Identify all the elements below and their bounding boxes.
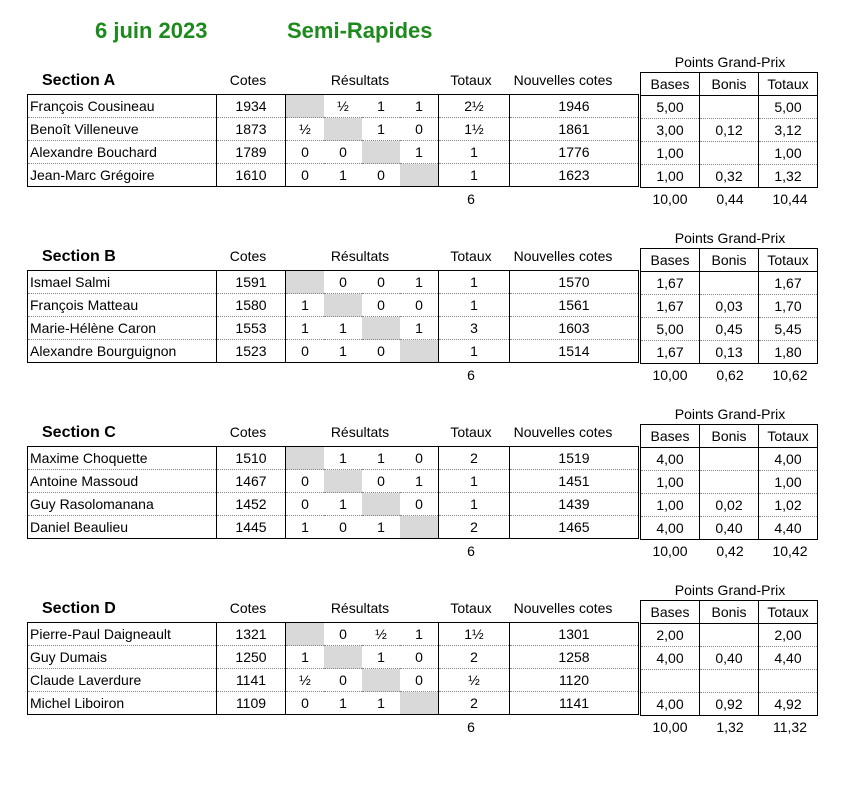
result-cell xyxy=(362,141,400,164)
gp-base: 4,00 xyxy=(641,693,700,716)
gp-row xyxy=(641,448,818,471)
gp-base: 5,00 xyxy=(641,96,700,119)
points-gp-label: Points Grand-Prix xyxy=(674,582,786,598)
section-name: Section D xyxy=(42,600,116,617)
sum-base: 10,00 xyxy=(652,367,688,383)
gp-total: 2,00 xyxy=(759,624,818,647)
result-cell xyxy=(362,317,400,340)
gp-totaux-label: Totaux xyxy=(759,601,818,624)
player-total: 2 xyxy=(439,646,510,669)
gp-total: 4,40 xyxy=(759,517,818,540)
result-cell xyxy=(324,646,362,669)
player-name: Benoît Villeneuve xyxy=(28,118,217,141)
result-cell: 0 xyxy=(362,294,400,317)
player-new-cote: 1561 xyxy=(510,294,639,317)
gp-total: 1,00 xyxy=(759,471,818,494)
col-resultats-label: Résultats xyxy=(330,248,390,264)
gp-total: 1,00 xyxy=(759,142,818,165)
player-new-cote: 1519 xyxy=(510,447,639,470)
table-row xyxy=(28,271,639,294)
section-a xyxy=(0,54,855,248)
player-total: 2 xyxy=(439,516,510,539)
result-cell: 1 xyxy=(324,164,362,187)
table-row xyxy=(28,447,639,470)
result-cell: 0 xyxy=(362,340,400,363)
player-cote: 1445 xyxy=(217,516,286,539)
result-cell xyxy=(400,164,439,187)
gp-base: 1,67 xyxy=(641,295,700,318)
col-totaux-label: Totaux xyxy=(450,600,492,616)
col-cotes-label: Cotes xyxy=(229,600,267,616)
gp-row xyxy=(641,494,818,517)
result-cell: 1 xyxy=(286,317,325,340)
col-nouvelles-label: Nouvelles cotes xyxy=(513,248,613,264)
gp-bonis: 0,45 xyxy=(700,318,759,341)
result-cell: ½ xyxy=(362,623,400,646)
sum-bonis: 0,42 xyxy=(716,543,744,559)
event-title: Semi-Rapides xyxy=(287,18,433,43)
result-cell: 1 xyxy=(362,516,400,539)
player-new-cote: 1141 xyxy=(510,692,639,715)
bonis-label: Bonis xyxy=(700,73,759,96)
sum-base: 10,00 xyxy=(652,543,688,559)
bonis-label: Bonis xyxy=(700,425,759,448)
event-date: 6 juin 2023 xyxy=(95,18,208,43)
table-row xyxy=(28,493,639,516)
player-new-cote: 1603 xyxy=(510,317,639,340)
grand-prix-table xyxy=(640,72,818,188)
player-cote: 1591 xyxy=(217,271,286,294)
table-row xyxy=(28,669,639,692)
gp-header-row xyxy=(641,73,818,96)
gp-total: 3,12 xyxy=(759,119,818,142)
gp-base: 3,00 xyxy=(641,119,700,142)
gp-bonis: 0,40 xyxy=(700,517,759,540)
player-cote: 1553 xyxy=(217,317,286,340)
gp-row xyxy=(641,670,818,693)
points-gp-label: Points Grand-Prix xyxy=(674,406,786,422)
player-total: 1 xyxy=(439,340,510,363)
gp-base: 4,00 xyxy=(641,517,700,540)
gp-bonis: 0,12 xyxy=(700,119,759,142)
gp-bonis: 0,13 xyxy=(700,341,759,364)
result-cell: 0 xyxy=(286,692,325,715)
result-cell: 0 xyxy=(362,164,400,187)
sum-gptot: 10,42 xyxy=(772,543,808,559)
result-cell: 1 xyxy=(324,340,362,363)
result-cell: 0 xyxy=(324,669,362,692)
table-row xyxy=(28,317,639,340)
gp-bonis xyxy=(700,448,759,471)
gp-base: 1,00 xyxy=(641,142,700,165)
sum-total: 6 xyxy=(467,367,475,383)
player-name: François Cousineau xyxy=(28,95,217,118)
player-name: Antoine Massoud xyxy=(28,470,217,493)
result-cell: 1 xyxy=(400,623,439,646)
result-cell: 0 xyxy=(286,340,325,363)
col-totaux-label: Totaux xyxy=(450,424,492,440)
result-cell: 0 xyxy=(400,294,439,317)
gp-total: 1,02 xyxy=(759,494,818,517)
result-cell: 0 xyxy=(324,516,362,539)
result-cell: 0 xyxy=(400,447,439,470)
player-total: 1 xyxy=(439,294,510,317)
player-cote: 1873 xyxy=(217,118,286,141)
result-cell: 1 xyxy=(362,118,400,141)
gp-bonis: 0,92 xyxy=(700,693,759,716)
col-cotes-label: Cotes xyxy=(229,424,267,440)
points-gp-label: Points Grand-Prix xyxy=(674,54,786,70)
table-row xyxy=(28,516,639,539)
gp-base: 4,00 xyxy=(641,647,700,670)
result-cell: 1 xyxy=(400,141,439,164)
gp-total: 4,00 xyxy=(759,448,818,471)
result-cell: ½ xyxy=(286,669,325,692)
result-cell: 1 xyxy=(400,317,439,340)
sum-bonis: 1,32 xyxy=(716,719,744,735)
gp-bonis xyxy=(700,670,759,693)
player-total: 1 xyxy=(439,271,510,294)
gp-row xyxy=(641,471,818,494)
table-row xyxy=(28,470,639,493)
player-new-cote: 1301 xyxy=(510,623,639,646)
sum-base: 10,00 xyxy=(652,191,688,207)
player-new-cote: 1946 xyxy=(510,95,639,118)
gp-bonis: 0,40 xyxy=(700,647,759,670)
bases-label: Bases xyxy=(641,425,700,448)
player-total: 1 xyxy=(439,470,510,493)
col-nouvelles-label: Nouvelles cotes xyxy=(513,600,613,616)
gp-base: 1,00 xyxy=(641,165,700,188)
player-cote: 1321 xyxy=(217,623,286,646)
points-gp-label: Points Grand-Prix xyxy=(674,230,786,246)
result-cell xyxy=(286,623,325,646)
player-new-cote: 1623 xyxy=(510,164,639,187)
bases-label: Bases xyxy=(641,249,700,272)
result-cell: 0 xyxy=(286,164,325,187)
result-cell: ½ xyxy=(286,118,325,141)
result-cell xyxy=(324,470,362,493)
result-cell: 0 xyxy=(286,493,325,516)
results-table xyxy=(27,446,639,539)
col-resultats-label: Résultats xyxy=(330,72,390,88)
result-cell: 1 xyxy=(362,692,400,715)
result-cell xyxy=(324,118,362,141)
player-cote: 1934 xyxy=(217,95,286,118)
sum-base: 10,00 xyxy=(652,719,688,735)
table-row xyxy=(28,692,639,715)
result-cell: 0 xyxy=(286,470,325,493)
gp-total: 1,67 xyxy=(759,272,818,295)
result-cell: 1 xyxy=(286,516,325,539)
player-cote: 1523 xyxy=(217,340,286,363)
gp-base: 2,00 xyxy=(641,624,700,647)
player-new-cote: 1861 xyxy=(510,118,639,141)
gp-bonis: 0,02 xyxy=(700,494,759,517)
gp-bonis xyxy=(700,142,759,165)
player-name: Maxime Choquette xyxy=(28,447,217,470)
gp-row xyxy=(641,142,818,165)
gp-total: 4,92 xyxy=(759,693,818,716)
gp-row xyxy=(641,647,818,670)
player-name: Pierre-Paul Daigneault xyxy=(28,623,217,646)
player-name: Marie-Hélène Caron xyxy=(28,317,217,340)
gp-total: 1,80 xyxy=(759,341,818,364)
table-row xyxy=(28,294,639,317)
col-totaux-label: Totaux xyxy=(450,248,492,264)
gp-row xyxy=(641,272,818,295)
player-new-cote: 1514 xyxy=(510,340,639,363)
result-cell xyxy=(400,340,439,363)
table-row xyxy=(28,646,639,669)
gp-row xyxy=(641,624,818,647)
section-c xyxy=(0,406,855,600)
sum-total: 6 xyxy=(467,719,475,735)
gp-total xyxy=(759,670,818,693)
table-row xyxy=(28,623,639,646)
result-cell: 0 xyxy=(362,470,400,493)
player-name: Michel Liboiron xyxy=(28,692,217,715)
gp-total: 4,40 xyxy=(759,647,818,670)
result-cell: 1 xyxy=(400,271,439,294)
table-row xyxy=(28,118,639,141)
result-cell: 1 xyxy=(286,294,325,317)
result-cell xyxy=(400,516,439,539)
results-table xyxy=(27,270,639,363)
player-new-cote: 1439 xyxy=(510,493,639,516)
result-cell: 0 xyxy=(400,118,439,141)
gp-total: 5,45 xyxy=(759,318,818,341)
result-cell xyxy=(362,669,400,692)
table-row xyxy=(28,141,639,164)
bonis-label: Bonis xyxy=(700,601,759,624)
gp-base: 1,00 xyxy=(641,471,700,494)
gp-row xyxy=(641,341,818,364)
result-cell xyxy=(286,271,325,294)
grand-prix-table xyxy=(640,248,818,364)
gp-bonis: 0,32 xyxy=(700,165,759,188)
bonis-label: Bonis xyxy=(700,249,759,272)
result-cell: ½ xyxy=(324,95,362,118)
results-table xyxy=(27,94,639,187)
table-row xyxy=(28,164,639,187)
result-cell: 1 xyxy=(324,692,362,715)
result-cell: 1 xyxy=(362,95,400,118)
result-cell: 0 xyxy=(362,271,400,294)
result-cell xyxy=(324,294,362,317)
results-table xyxy=(27,622,639,715)
result-cell: 1 xyxy=(362,646,400,669)
sum-bonis: 0,44 xyxy=(716,191,744,207)
player-total: 1 xyxy=(439,141,510,164)
gp-bonis: 0,03 xyxy=(700,295,759,318)
section-name: Section A xyxy=(42,72,116,89)
result-cell xyxy=(400,692,439,715)
gp-base: 5,00 xyxy=(641,318,700,341)
player-total: 2 xyxy=(439,447,510,470)
sum-gptot: 10,44 xyxy=(772,191,808,207)
player-cote: 1141 xyxy=(217,669,286,692)
player-total: 2½ xyxy=(439,95,510,118)
sum-bonis: 0,62 xyxy=(716,367,744,383)
gp-total: 1,70 xyxy=(759,295,818,318)
player-total: 1½ xyxy=(439,118,510,141)
gp-totaux-label: Totaux xyxy=(759,425,818,448)
player-new-cote: 1258 xyxy=(510,646,639,669)
section-name: Section B xyxy=(42,248,116,265)
bases-label: Bases xyxy=(641,601,700,624)
result-cell: 1 xyxy=(324,493,362,516)
gp-row xyxy=(641,165,818,188)
player-new-cote: 1570 xyxy=(510,271,639,294)
section-name: Section C xyxy=(42,424,116,441)
player-name: Guy Dumais xyxy=(28,646,217,669)
player-total: ½ xyxy=(439,669,510,692)
player-name: Claude Laverdure xyxy=(28,669,217,692)
player-total: 1½ xyxy=(439,623,510,646)
player-cote: 1610 xyxy=(217,164,286,187)
result-cell: 0 xyxy=(400,493,439,516)
sum-gptot: 10,62 xyxy=(772,367,808,383)
bases-label: Bases xyxy=(641,73,700,96)
player-cote: 1250 xyxy=(217,646,286,669)
result-cell: 1 xyxy=(400,470,439,493)
player-new-cote: 1451 xyxy=(510,470,639,493)
result-cell: 1 xyxy=(400,95,439,118)
col-nouvelles-label: Nouvelles cotes xyxy=(513,424,613,440)
gp-total: 5,00 xyxy=(759,96,818,119)
gp-base: 4,00 xyxy=(641,448,700,471)
player-name: Guy Rasolomanana xyxy=(28,493,217,516)
gp-row xyxy=(641,295,818,318)
player-name: François Matteau xyxy=(28,294,217,317)
gp-base xyxy=(641,670,700,693)
result-cell xyxy=(286,95,325,118)
player-name: Alexandre Bouchard xyxy=(28,141,217,164)
result-cell: 0 xyxy=(400,669,439,692)
gp-totaux-label: Totaux xyxy=(759,249,818,272)
grand-prix-table xyxy=(640,424,818,540)
player-name: Daniel Beaulieu xyxy=(28,516,217,539)
col-nouvelles-label: Nouvelles cotes xyxy=(513,72,613,88)
section-d xyxy=(0,582,855,776)
gp-row xyxy=(641,96,818,119)
table-row xyxy=(28,340,639,363)
player-cote: 1580 xyxy=(217,294,286,317)
sum-total: 6 xyxy=(467,191,475,207)
result-cell: 0 xyxy=(286,141,325,164)
player-name: Alexandre Bourguignon xyxy=(28,340,217,363)
result-cell: 1 xyxy=(324,317,362,340)
section-b xyxy=(0,230,855,424)
player-cote: 1510 xyxy=(217,447,286,470)
result-cell xyxy=(362,493,400,516)
gp-base: 1,67 xyxy=(641,341,700,364)
player-total: 3 xyxy=(439,317,510,340)
player-name: Ismael Salmi xyxy=(28,271,217,294)
gp-totaux-label: Totaux xyxy=(759,73,818,96)
gp-base: 1,00 xyxy=(641,494,700,517)
result-cell: 1 xyxy=(324,447,362,470)
player-cote: 1109 xyxy=(217,692,286,715)
gp-row xyxy=(641,693,818,716)
result-cell: 1 xyxy=(362,447,400,470)
gp-bonis xyxy=(700,272,759,295)
table-row xyxy=(28,95,639,118)
gp-bonis xyxy=(700,624,759,647)
col-resultats-label: Résultats xyxy=(330,424,390,440)
sum-gptot: 11,32 xyxy=(773,719,807,735)
player-total: 2 xyxy=(439,692,510,715)
player-cote: 1789 xyxy=(217,141,286,164)
gp-header-row xyxy=(641,601,818,624)
gp-total: 1,32 xyxy=(759,165,818,188)
grand-prix-table xyxy=(640,600,818,716)
result-cell: 0 xyxy=(324,271,362,294)
result-cell: 0 xyxy=(324,623,362,646)
result-cell xyxy=(286,447,325,470)
gp-header-row xyxy=(641,425,818,448)
gp-header-row xyxy=(641,249,818,272)
player-total: 1 xyxy=(439,493,510,516)
result-cell: 1 xyxy=(286,646,325,669)
player-total: 1 xyxy=(439,164,510,187)
sum-total: 6 xyxy=(467,543,475,559)
result-cell: 0 xyxy=(324,141,362,164)
gp-row xyxy=(641,517,818,540)
gp-row xyxy=(641,318,818,341)
gp-bonis xyxy=(700,96,759,119)
col-resultats-label: Résultats xyxy=(330,600,390,616)
gp-bonis xyxy=(700,471,759,494)
player-name: Jean-Marc Grégoire xyxy=(28,164,217,187)
col-cotes-label: Cotes xyxy=(229,72,267,88)
col-totaux-label: Totaux xyxy=(450,72,492,88)
player-new-cote: 1465 xyxy=(510,516,639,539)
player-new-cote: 1120 xyxy=(510,669,639,692)
col-cotes-label: Cotes xyxy=(229,248,267,264)
player-new-cote: 1776 xyxy=(510,141,639,164)
player-cote: 1467 xyxy=(217,470,286,493)
gp-row xyxy=(641,119,818,142)
result-cell: 0 xyxy=(400,646,439,669)
player-cote: 1452 xyxy=(217,493,286,516)
gp-base: 1,67 xyxy=(641,272,700,295)
